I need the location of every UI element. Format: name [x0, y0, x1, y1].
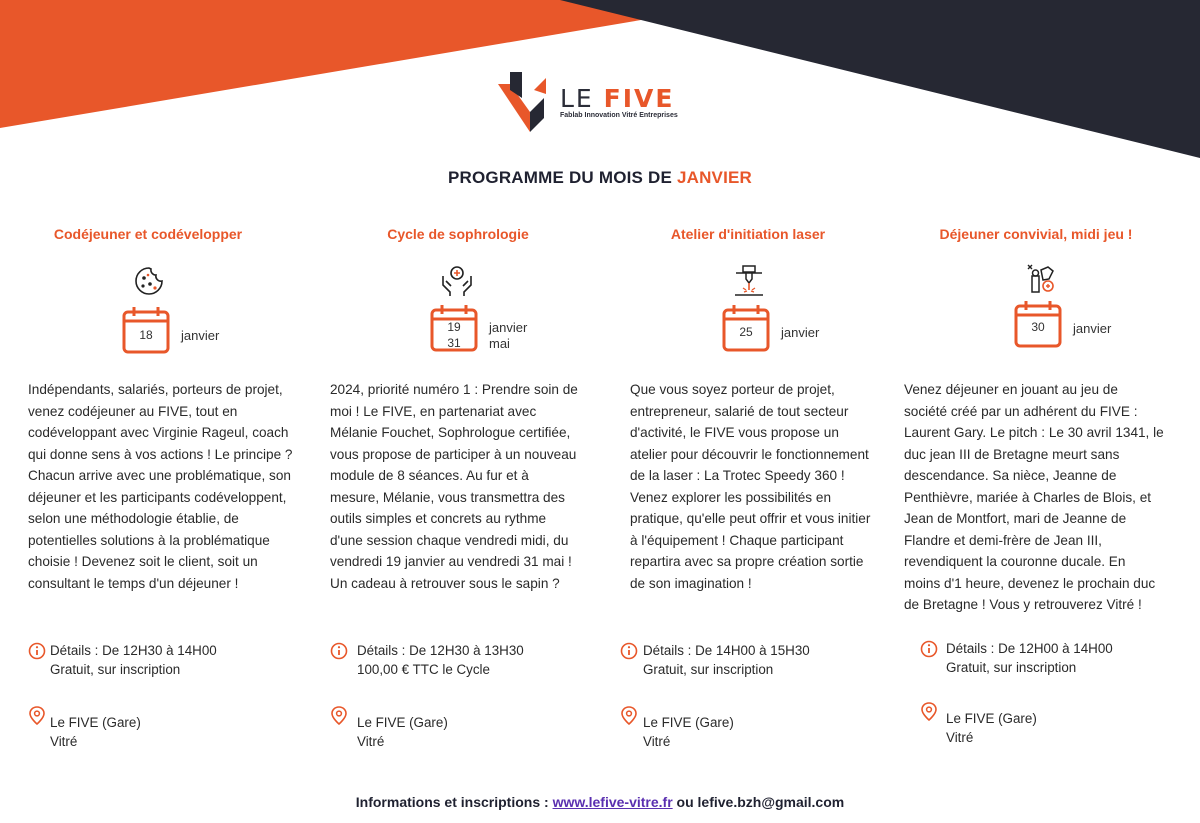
date-day-start: 19 [447, 320, 461, 334]
location-name: Le FIVE (Gare) [50, 715, 141, 730]
details-time: Détails : De 12H30 à 14H00 [50, 643, 217, 658]
location-name: Le FIVE (Gare) [357, 715, 448, 730]
date-month-start: janvier [489, 320, 528, 335]
details-price: 100,00 € TTC le Cycle [357, 662, 490, 677]
footer-separator: ou [672, 794, 698, 810]
event-description: 2024, priorité numéro 1 : Prendre soin de moi ! Le FIVE, en partenariat avec Mélanie Fouchet, Sophrologue certifiée, vous propose de participer à un nouveau module de 8 séances. Au fur et à mesure, Mélanie, vous transmettra des outils simples et concrets au rythme d'une session chaque vendredi midi, du vendredi 19 janvier au vendredi 31 mai ! Un cadeau à retrouver sous le sapin ? [330, 382, 578, 591]
wellbeing-hands-icon [440, 264, 474, 298]
event-title: Atelier d'initiation laser [670, 226, 826, 242]
info-icon [620, 642, 638, 660]
location-pin-icon [620, 706, 638, 726]
logo-wordmark: LE FIVE [560, 84, 675, 113]
event-title: Cycle de sophrologie [387, 226, 529, 242]
footer-contact [0, 794, 1200, 810]
location-pin-icon [920, 702, 938, 722]
date-month-end: mai [489, 336, 510, 351]
location-city: Vitré [643, 734, 671, 749]
date-month: janvier [1073, 321, 1112, 336]
event-title: Codéjeuner et codévelopper [53, 226, 243, 242]
date-day: 30 [1031, 320, 1045, 334]
location-city: Vitré [357, 734, 385, 749]
location-name: Le FIVE (Gare) [643, 715, 734, 730]
event-title: Déjeuner convivial, midi jeu ! [939, 226, 1133, 242]
location-city: Vitré [50, 734, 78, 749]
details-price: Gratuit, sur inscription [946, 660, 1077, 675]
date-day-end: 31 [447, 336, 461, 350]
details-price: Gratuit, sur inscription [50, 662, 181, 677]
date-month: janvier [781, 325, 820, 340]
location-name: Le FIVE (Gare) [946, 711, 1037, 726]
event-description: Venez déjeuner en jouant au jeu de société créé par un adhérent du FIVE : Laurent Gary. Le pitch : Le 30 avril 1341, le duc jean III de Bretagne meurt sans descendance. Sa nièce, Jeanne de Penthièvre, mariée à Charles de Blois, et Jean de Montfort, mari de Jeanne de Flandre et demi-frère de Jean III, revendiquent la couronne ducale. En moins d'1 heure, devenez le prochain duc de Bretagne ! Vous y retrouverez Vitré ! [904, 382, 1164, 612]
logo-tagline: Fablab Innovation Vitré Entreprises [560, 112, 678, 119]
laser-cutter-icon [732, 264, 766, 298]
location-pin-icon [330, 706, 348, 726]
date-day: 25 [739, 325, 753, 339]
contact-email[interactable]: lefive.bzh@gmail.com [697, 794, 845, 810]
footer-label: Informations et inscriptions : [355, 794, 553, 810]
event-description: Que vous soyez porteur de projet, entrepreneur, salarié de tout secteur d'activité, le FIVE vous propose un atelier pour découvrir le fonctionnement de la laser : La Trotec Speedy 360 ! Venez explorer les possibilités en pratique, qu'elle peut offrir et vous initier à l'équipement ! Chaque participant repartira avec sa propre création sortie de son imagination ! [630, 382, 871, 591]
details-time: Détails : De 14H00 à 15H30 [643, 643, 810, 658]
date-day: 18 [139, 328, 153, 342]
website-link[interactable]: www.lefive-vitre.fr [552, 794, 673, 810]
details-time: Détails : De 12H00 à 14H00 [946, 641, 1113, 656]
event-column-sophrologie [330, 0, 610, 823]
details-time: Détails : De 12H30 à 13H30 [357, 643, 524, 658]
cookie-icon [132, 264, 166, 298]
event-column-laser [630, 0, 910, 823]
details-price: Gratuit, sur inscription [643, 662, 774, 677]
date-month: janvier [181, 328, 220, 343]
location-city: Vitré [946, 730, 974, 745]
location-pin-icon [28, 706, 46, 726]
event-description: Indépendants, salariés, porteurs de projet, venez codéjeuner au FIVE, tout en codéveloppant avec Virginie Rageul, coach qui donne sens à vos actions ! Le principe ? Chacun arrive avec une problématique, son déjeuner et les participants codéveloppent, selon une méthodologie établie, de potentielles solutions à la problématique choisie ! Devenez soit le client, soit un consultant le temps d'un déjeuner ! [28, 382, 293, 591]
info-icon [28, 642, 46, 660]
event-column-codejeuner [28, 0, 308, 823]
info-icon [330, 642, 348, 660]
board-game-icon [1024, 262, 1058, 296]
info-icon [920, 640, 938, 658]
event-column-midi-jeu [904, 0, 1184, 823]
program-title: PROGRAMME DU MOIS DE JANVIER [447, 168, 753, 187]
